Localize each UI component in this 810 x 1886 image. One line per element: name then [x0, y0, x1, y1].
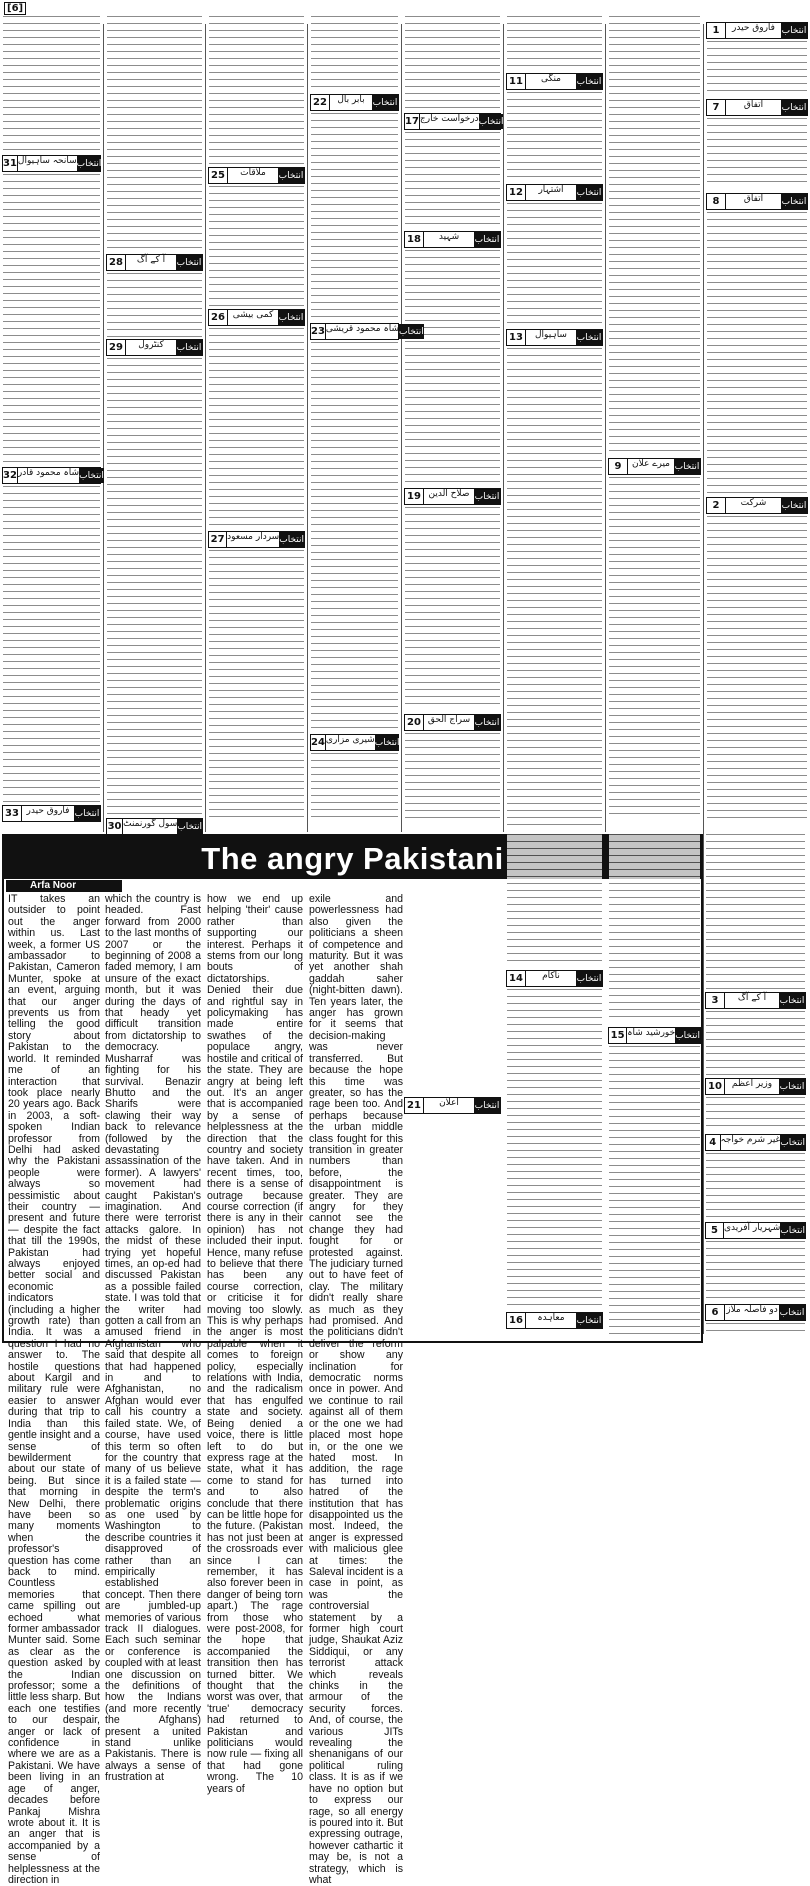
urdu-column-b	[104, 12, 205, 832]
news-text	[3, 174, 100, 464]
story-header: 10 وزیر اعظم انتخاب	[705, 1078, 806, 1095]
news-text	[609, 1046, 700, 1336]
news-text	[3, 16, 100, 152]
story-header: 24 شیری مزاری انتخاب	[310, 734, 399, 751]
news-text	[209, 550, 304, 820]
story-header: 20 سراج الحق انتخاب	[404, 714, 501, 731]
news-text	[311, 113, 398, 321]
urdu-column-f	[504, 12, 605, 832]
article-column-4: exile and powerlessness had also given the politicians a sheen of competence and maturity. But it was yet another shah gaddah saher (night-bitten dawn). Ten years later, the anger has grown for it seems that decision-making was never transferred. But because the hope this time was greater, so has the rage been too. And perhaps because the urban middle class fought for this transition in greater numbers than before, the disappointment is greater. They are angry for they cannot see the change they had fought for or protested against. The judiciary turned out to have feet of clay. The military didn't really share as much as they had promised. And the politicians didn't deliver the reform or show any inclination for democratic norms once in power. And we continue to rail against all of them or the one we had placed most hope in, or the one we hated most. In addition, the rage has turned into hatred of the institution that has disappointed us the most. Indeed, the anger is expressed with malicious glee at times: the Saleval incident is a case in point, as was the controversial statement by a former high court judge, Shaukat Aziz Siddiqui, or any terrorist attack which reveals chinks in the armour of the security forces. And, of course, the various JITs revealing the shenanigans of our political ruling class. It is as if we have no option but to express our rage, so all energy is poured into it. But expressing outrage, however cathartic it may be, is not a strategy, which is what	[309, 893, 403, 1886]
article-column-2: which the country is headed. Fast forward from 2000 to the last months of 2007 or the beginning of 2008 a faded memory, I am unsure of the exact month, but it was during the days of that heady yet difficult transition from dictatorship to democracy. Musharraf was fighting for his survival. Benazir Bhutto and the Sharifs were clawing their way back to relevance (followed by the devastating assassination of the former). A lawyers' movement had caught Pakistan's imagination. And there were terrorist attacks galore. In the midst of these trying yet hopeful times, an op-ed had discussed Pakistan as a possible failed state. I was told that the writer had gotten a call from an amused friend in Afghanistan who said that despite all that had happened in and to Afghanistan, no Afghan would ever call his country a failed state. We, of course, have used this term so often for the country that many of us believe it is a failed state — despite the term's problematic origins as one used by Washington to describe countries it disapproved of rather than an empirically established concept. Then there are jumbled-up memories of various track II dialogues. Each such seminar or conference is coupled with at least one discussion on the definitions of how the Indians (and more recently the Afghans) present a united stand unlike Pakistanis. There is always a sense of frustration at	[105, 893, 201, 1784]
news-text	[706, 1323, 805, 1337]
article-column-1: IT takes an outsider to point out the anger within us. Last week, a former US ambassador to Pakistan, Cameron Munter, spoke at an event, arguing that our anger prevents us from telling the good story about Pakistan to the world. It reminded me of an interaction that took place nearly 20 years ago. Back in 2003, a soft-spoken Indian professor from Delhi had asked why the Pakistani people were always so pessimistic about their country — present and future — despite the fact that till the 1990s, Pakistan had always enjoyed better social and economic indicators (including a higher growth rate) than India. It was a question I had no answer to. The hostile questions about Kargil and military rule were easier to answer during that trip to India than this gentle insight and a sense of bewilderment about our state of being. But since that morning in New Delhi, there have been so many moments when the professor's question has come back to mind. Countless memories that came spilling out echoed what former ambassador Munter said. Some as clear as the question asked by the Indian professor; some a little less sharp. But each one testifies to our despair, anger or lack of confidence in where we are as a Pakistani. We have been living in an age of anger, decades before Pankaj Mishra wrote about it. It is an anger that is accompanied by a sense of helplessness at the direction in	[8, 893, 100, 1886]
story-header: 13 ساہیوال انتخاب	[506, 329, 603, 346]
story-header: 2 شرکت انتخاب	[706, 497, 808, 514]
article-title: The angry Pakistani	[4, 836, 701, 879]
story-header: 23 شاہ محمود قریشی انتخاب	[310, 323, 399, 340]
story-header: 1 فاروق حیدر انتخاب	[706, 22, 808, 39]
urdu-column-d	[308, 12, 424, 832]
news-text	[707, 41, 807, 95]
news-text	[707, 212, 807, 494]
news-text	[706, 1011, 805, 1075]
news-text	[405, 507, 500, 709]
story-header: 3 آ کے آگ انتخاب	[705, 992, 806, 1009]
story-header: 16 معاہدہ انتخاب	[506, 1312, 603, 1329]
story-header: 32 شاہ محمود قادر انتخاب	[2, 467, 101, 484]
urdu-column-h-bottom	[703, 834, 808, 1339]
news-text	[311, 342, 398, 732]
news-text	[706, 1097, 805, 1131]
news-text	[609, 834, 700, 1022]
news-text	[507, 348, 602, 826]
story-header: 30 سول گورنمنٹ انتخاب	[106, 818, 203, 835]
urdu-column-h	[704, 12, 810, 832]
urdu-column-e	[402, 12, 503, 832]
news-text	[707, 516, 807, 820]
news-text	[405, 250, 500, 484]
urdu-column-g-bottom	[606, 834, 703, 1339]
news-text	[706, 1153, 805, 1219]
article-column-3: how we end up helping 'their' cause rather than supporting our interest. Perhaps it stems from our long bouts of dictatorships. Denied their due and rightful say in policymaking has made entire swathes of the populace angry, hostile and critical of the state. They are angry at being left out. It's an anger that is accompanied by a sense of helplessness at the direction that the country and society have taken. And in recent times, too, there is a sense of outrage because course correction (if there is any in their opinion) has not included their input. Hence, many refuse to believe that there has been any course correction, or criticise it for moving too slowly. This is why perhaps the anger is most palpable when it comes to foreign policy, especially relations with India, and the radicalism that has engulfed state and society. Being denied a voice, there is little left to do but express rage at the state, what it has come to stand for and to also conclude that there can be little hope for the future. (Pakistan has not just been at the crossroads ever since I can remember, it has also forever been in danger of being torn apart.) The rage from those who were post-2008, for the hope that accompanied the transition then has turned bitter. We thought that the worst was over, that 'true' democracy had returned to Pakistan and politicians would now rule — fixing all that had gone wrong. The 10 years of	[207, 893, 303, 1795]
urdu-news-area	[0, 12, 810, 832]
news-text	[507, 16, 602, 72]
news-text	[209, 328, 304, 528]
news-text	[311, 753, 398, 819]
news-text	[609, 477, 700, 819]
news-text	[209, 186, 304, 306]
story-header: 14 ناکام انتخاب	[506, 970, 603, 987]
story-header: 11 منگی انتخاب	[506, 73, 603, 90]
story-header: 9 میرے علان انتخاب	[608, 458, 701, 475]
news-text	[405, 16, 500, 112]
news-text	[507, 834, 602, 964]
news-text	[311, 16, 398, 92]
page-number: [6]	[4, 2, 26, 15]
news-text	[107, 358, 202, 816]
news-text	[3, 486, 100, 802]
news-text	[706, 834, 805, 989]
news-text	[107, 16, 202, 252]
urdu-column-c	[206, 12, 307, 832]
story-header: 8 اتفاق انتخاب	[706, 193, 808, 210]
story-header: 6 دو فاصلہ ملاز انتخاب	[705, 1304, 806, 1321]
story-header: 12 اشتہار انتخاب	[506, 184, 603, 201]
story-header: 25 ملاقات انتخاب	[208, 167, 305, 184]
story-header: 19 صلاح الدین انتخاب	[404, 488, 501, 505]
news-text	[507, 203, 602, 327]
story-header: 27 سردار مسعود انتخاب	[208, 531, 305, 548]
news-text	[405, 733, 500, 819]
story-header: 28 آ کے آگ انتخاب	[106, 254, 203, 271]
story-header: 18 شہید انتخاب	[404, 231, 501, 248]
story-header: 7 اتفاق انتخاب	[706, 99, 808, 116]
author-byline: Arfa Noor	[6, 880, 122, 892]
news-text	[507, 92, 602, 182]
story-header: 22 بابر بال انتخاب	[310, 94, 399, 111]
news-text	[405, 132, 500, 230]
urdu-column-a	[0, 12, 103, 832]
story-header: 29 کنٹرول انتخاب	[106, 339, 203, 356]
news-text	[107, 273, 202, 337]
urdu-column-f-bottom	[504, 834, 605, 1339]
story-header: 15 خورشید شاہ انتخاب	[608, 1027, 701, 1044]
news-text	[707, 118, 807, 188]
news-text	[609, 16, 700, 452]
news-text	[507, 989, 602, 1305]
urdu-column-g	[606, 12, 703, 832]
news-text	[209, 16, 304, 164]
story-header: 4 غیر شرم خواجہ انتخاب	[705, 1134, 806, 1151]
story-header: 21 اعلان انتخاب	[404, 1097, 501, 1114]
story-header: 31 سانحہ ساہیوال انتخاب	[2, 155, 101, 172]
story-header: 33 فاروق حیدر انتخاب	[2, 805, 101, 822]
story-header: 5 شہریار آفریدی انتخاب	[705, 1222, 806, 1239]
news-text	[706, 1241, 805, 1301]
story-header: 26 کمی بیشی انتخاب	[208, 309, 305, 326]
story-header: 17 درخواست خارج انتخاب	[404, 113, 501, 130]
